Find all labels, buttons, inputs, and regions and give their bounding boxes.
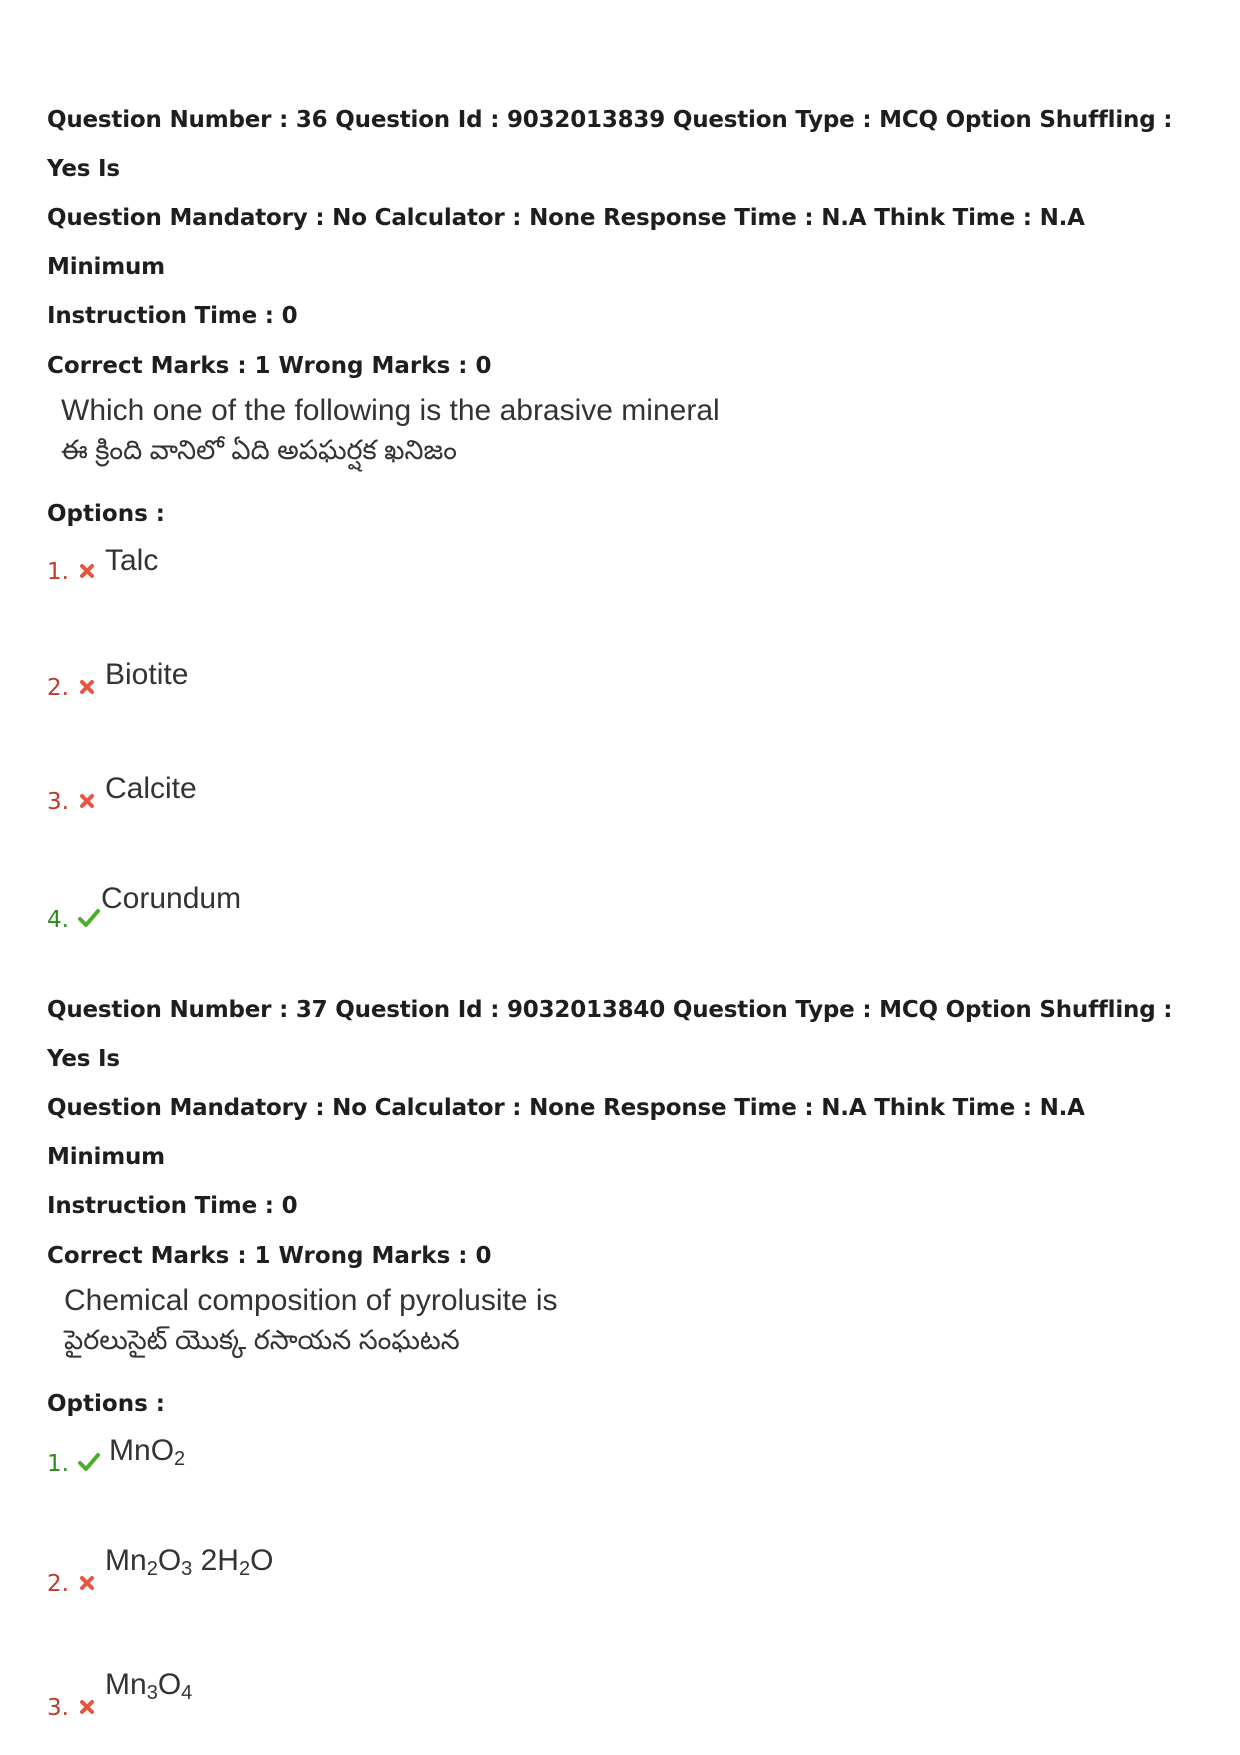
option-3[interactable]	[47, 1668, 1207, 1721]
question-marks: Correct Marks : 1 Wrong Marks : 0	[47, 1243, 492, 1269]
option-2[interactable]	[47, 1544, 1207, 1597]
option-2[interactable]	[47, 659, 1207, 699]
option-number: 1.	[47, 1451, 69, 1477]
cross-icon	[77, 1697, 97, 1717]
options-label: Options :	[47, 501, 165, 527]
question-text-telugu: పైరలుసైట్ యొక్క రసాయన సంఘటన	[64, 1325, 460, 1355]
question-meta-line2: Question Mandatory : No Calculator : None Response Time : N.A Think Time : N.A Minimum	[47, 1095, 1085, 1170]
question-text-telugu: ఈ క్రింది వానిలో ఏది అపఘర్షక ఖనిజం	[61, 435, 457, 465]
option-number: 1.	[47, 559, 69, 585]
question-meta-line3: Instruction Time : 0	[47, 303, 298, 329]
question-text-english: Which one of the following is the abrasive mineral	[61, 394, 720, 427]
option-text: Corundum	[101, 882, 242, 915]
option-number: 2.	[47, 675, 69, 701]
options-label: Options :	[47, 1391, 165, 1417]
option-text: $Mn_3O_4$	[105, 1668, 193, 1704]
check-icon	[77, 907, 101, 929]
option-number: 2.	[47, 1571, 69, 1597]
option-4[interactable]	[47, 882, 1207, 933]
question-meta-line1: Question Number : 37 Question Id : 9032013840 Question Type : MCQ Option Shuffling : Yes Is	[47, 997, 1173, 1072]
cross-icon	[77, 791, 97, 811]
question-text	[47, 391, 1207, 469]
option-text: MnO$_2$	[109, 1434, 186, 1470]
cross-icon	[77, 677, 97, 697]
option-text: Talc	[105, 544, 159, 577]
cross-icon	[77, 561, 97, 581]
option-1[interactable]	[47, 543, 1207, 583]
option-text: Calcite	[105, 772, 197, 805]
cross-icon	[77, 1573, 97, 1593]
question-meta-line2: Question Mandatory : No Calculator : None Response Time : N.A Think Time : N.A Minimum	[47, 205, 1085, 280]
formula-o: O	[150, 1434, 175, 1467]
option-number: 4.	[47, 907, 69, 933]
question-block-37	[47, 986, 1207, 1719]
option-1[interactable]	[47, 1434, 1207, 1477]
question-meta-line1: Question Number : 36 Question Id : 9032013839 Question Type : MCQ Option Shuffling : Yes Is	[47, 107, 1173, 182]
question-text	[47, 1281, 1207, 1359]
option-number: 3.	[47, 1695, 69, 1721]
subscript: 2	[174, 1448, 186, 1470]
option-3[interactable]	[47, 773, 1207, 813]
question-marks: Correct Marks : 1 Wrong Marks : 0	[47, 353, 492, 379]
option-text: $Mn_2O_3$ $2H_2O$	[105, 1544, 274, 1580]
question-block-36	[47, 96, 1207, 933]
check-icon	[77, 1451, 101, 1473]
question-text-english: Chemical composition of pyrolusite is	[64, 1284, 558, 1317]
option-text: Biotite	[105, 658, 189, 691]
question-meta-line3: Instruction Time : 0	[47, 1193, 298, 1219]
option-number: 3.	[47, 789, 69, 815]
